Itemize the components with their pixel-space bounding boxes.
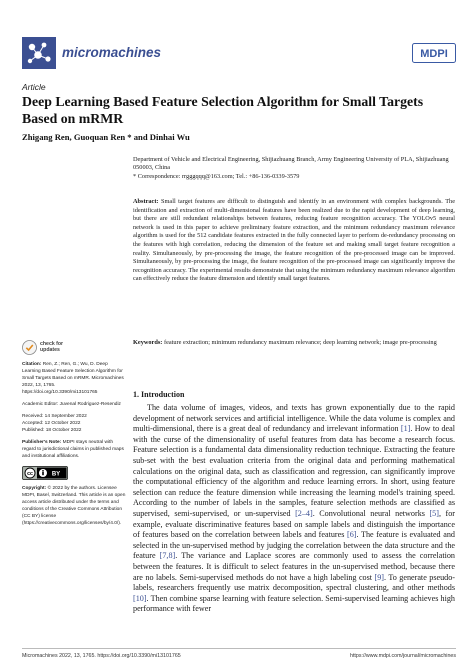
keywords: [133, 339, 455, 348]
journal-name: micromachines: [62, 45, 162, 60]
abstract-label: Abstract:: [133, 198, 159, 205]
citation-link[interactable]: [1]: [400, 424, 411, 434]
mdpi-logo-icon[interactable]: [412, 43, 456, 63]
paper-title: Deep Learning Based Feature Selection Algorithm for Small Targets Based on mRMR: [22, 94, 424, 126]
citation-text: Ren, Z.; Ren, G.; Wu, D. Deep Learning Based Feature Selection Algorithm for Small Targets Based on mRMR. Micromachines 2022, 13, 1765. https://doi.org/10.3390/mi13101765: [22, 362, 124, 395]
citation-link[interactable]: [7,8]: [159, 551, 176, 561]
page-footer: [22, 648, 456, 659]
svg-text:cc: cc: [27, 471, 33, 477]
copyright: Copyright: © 2022 by the authors. Licensee MDPI, Basel, Switzerland. This article is an open access article distributed under the terms and conditions of the Creative Commons Attribution (CC BY) license (https://creativecommons.org/licenses/by/4.0/).: [22, 486, 126, 526]
publisher-note: Publisher's Note: MDPI stays neutral with regard to jurisdictional claims in published maps and institutional affiliations.: [22, 440, 124, 459]
citation-link[interactable]: [10]: [133, 593, 147, 603]
check-for-updates-icon: [22, 340, 37, 355]
correspondence: * Correspondence: rrgggqqq@163.com; Tel.: +86-136-0339-3579: [133, 172, 300, 180]
article-type: Article: [22, 82, 46, 92]
keywords-text: feature extraction; minimum redundancy maximum relevance; deep learning network; image pre-processing: [163, 339, 437, 346]
affiliation-block: [133, 156, 455, 181]
abstract-text: Small target features are difficult to distinguish and identify in an environment with complex backgrounds. The identification and extraction of multi-dimensional features have been realized due to the rapid development of deep learning, but there are still redundant relationships between features, reducing feature recognition accuracy. The YOLOv5 neural network is used in this paper to achieve preliminary feature extraction, and the minimum redundancy maximum relevance algorithm is used for the 512 candidate features extracted in the fully connected layer to perform de-redundancy processing on the features with high correlation, reducing the dimension of the feature set and making small target feature recognition a reality. Simultaneously, by pre-processing the image, the feature recognition of the pre-processed image can be improved. Simultaneously, by pre-processing the image, the feature recognition of the pre-processed image can significantly improve the recognition accuracy. The experimental results demonstrate that using the minimum redundancy maximum relevance algorithm can effectively reduce the feature dimension and identify small target features.: [133, 198, 456, 283]
check-for-updates-label: check for updates: [40, 341, 64, 353]
svg-text:BY: BY: [51, 471, 61, 478]
footer-citation: Micromachines 2022, 13, 1765. https://doi.org/10.3390/mi13101765: [22, 653, 181, 659]
citation-link[interactable]: [6]: [347, 530, 357, 540]
received-date: Received: 14 September 2022: [22, 414, 87, 419]
dates: [22, 413, 126, 434]
citation-link[interactable]: [5]: [429, 508, 439, 518]
accepted-date: Accepted: 12 October 2022: [22, 421, 81, 426]
keywords-label: Keywords:: [133, 339, 163, 346]
sidebar-metadata: [22, 340, 126, 532]
affiliation-department: Department of Vehicle and Electrical Engineering, Shijiazhuang Branch, Army Engineering University of PLA, Shijiazhuang 050003, China: [133, 156, 449, 172]
journal-url-link[interactable]: https://www.mdpi.com/journal/micromachines: [350, 653, 456, 659]
academic-editor: Academic Editor: Juvenal Rodriguez-Resendiz: [22, 402, 121, 407]
micromachines-logo-icon: [22, 37, 56, 69]
published-date: Published: 18 October 2022: [22, 428, 82, 433]
introduction-paragraph: The data volume of images, videos, and texts has grown exponentially due to the rapid development of network services and artificial intelligence. While the data volume is complex and multi-dimensional, there is a great deal of redundancy and irrelevant information [1]. How to deal with the curse of the dimensionality of useful features from data has become a research focus. Feature selection is a fundamental data dimensionality reduction technique. Extracting the feature sub-set with the best evaluation criteria from the original data and performing mathematical calculations on the original data, such as classification and regression, can significantly improve the computational efficiency of the algorithm and reduce learning errors. In short, using feature selection can reduce the feature dimension while increasing the learning model's training speed. According to the number of labels in the samples, feature selection methods are classified as supervised, semi-supervised, or un-supervised [2–4]. Convolutional neural networks [5], for example, evaluate discriminative features based on sample labels and distinguish the importance of features based on the correlation between labels and features [6]. The feature is evaluated and selected in the un-supervised method by judging the correlation between the data structure and the feature [7,8]. The variance and Laplace scores are commonly used to assess the correlation between the features. It is difficult to select features in the un-supervised method, because there are no labels. Semi-supervised methods do not have a high labeling cost [9]. To generate pseudo-labels, researchers frequently use matrix decomposition, spectral clustering, and other methods [10]. Then combine sparse learning with feature selection. Semi-supervised learning achieves high performance with fewer: [133, 403, 455, 614]
page-header: [22, 37, 456, 69]
svg-text:MDPI: MDPI: [420, 48, 448, 60]
abstract: [133, 198, 455, 284]
citation: Citation: Ren, Z.; Ren, G.; Wu, D. Deep Learning Based Feature Selection Algorithm for Small Targets Based on mRMR. Micromachines 2022, 13, 1765. https://doi.org/10.3390/mi13101765: [22, 362, 124, 395]
check-for-updates-button[interactable]: [22, 340, 126, 356]
section-heading-introduction: 1. Introduction: [133, 390, 185, 399]
authors: Zhigang Ren, Guoquan Ren * and Dinhai Wu: [22, 132, 190, 142]
citation-link[interactable]: [9]: [374, 572, 384, 582]
citation-link[interactable]: [2–4]: [295, 508, 313, 518]
cc-by-license-icon[interactable]: [22, 466, 68, 480]
